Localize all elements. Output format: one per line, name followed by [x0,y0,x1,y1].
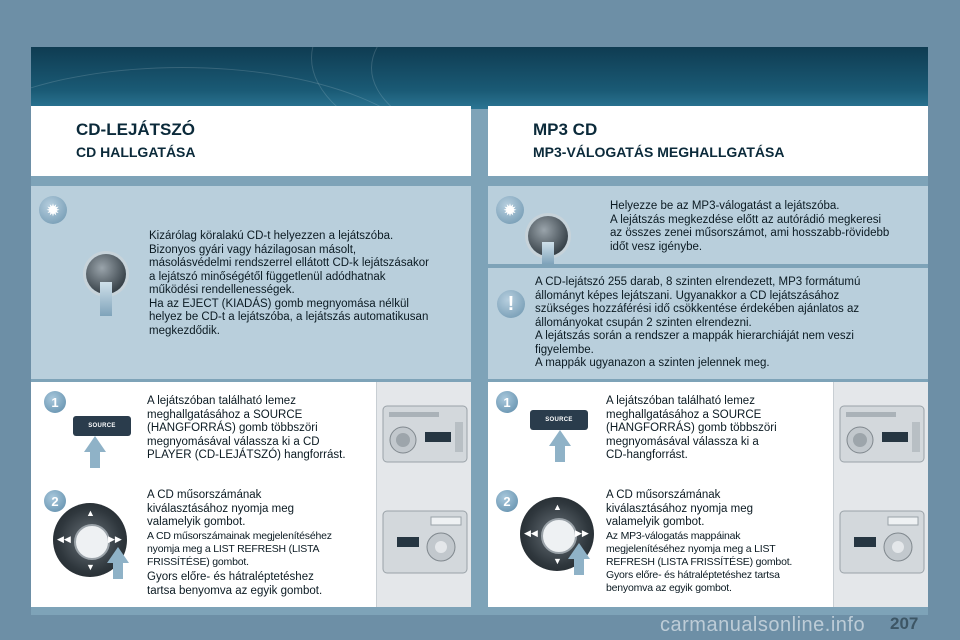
arrow-up-icon [100,282,112,316]
arrow-up-stem [90,450,100,468]
right-step-1-text: A lejátszóban található lemez meghallgatásához a SOURCE (HANGFORRÁS) gomb többszöri megnyomásával válassza ki a CD-hangforrást. [606,395,777,461]
left-step-2 [31,481,471,607]
right-info-text: Helyezze be az MP3-válogatást a lejátszóba. A lejátszás megkezdése előtt az autórádió megkeresi az összes zenei műsorszámot, ami hosszabb-rövidebb időt vesz igénybe. [610,200,890,253]
left-step-2-text: A CD műsorszámának kiválasztásához nyomja meg valamelyik gombot. [147,489,295,528]
radio-unit-image [376,382,471,486]
direction-pad-icon: ▲ ▼ ◀◀ ▶▶ [53,503,127,577]
step-number-badge: 1 [496,391,518,413]
left-step-1 [31,382,471,486]
header-banner [31,47,928,109]
radio-unit-image [833,481,928,607]
left-info-text: Kizárólag köralakú CD-t helyezzen a lejátszóba. Bizonyos gyári vagy házilagosan másolt, másolásvédelmi rendszerrel ellátott CD-k lejátszásakor a lejátszó minőségétől függetlenül adódhatnak működési rendellenességek. Ha az EJECT (KIADÁS) gomb megnyomása nélkül helyez be CD-t a lejátszóba, a lejátszás automatikusan megkezdődik. [149,230,429,337]
left-info-panel [31,186,471,379]
left-step-2-text-seek: Gyors előre- és hátraléptetéshez tartsa benyomva az egyik gombot. [147,571,323,597]
step-number-badge: 2 [496,490,518,512]
step-number-badge: 2 [44,490,66,512]
tip-sun-icon: ✹ [496,196,524,224]
arrow-up-icon [549,430,571,446]
step-number-badge: 1 [44,391,66,413]
tip-sun-icon: ✹ [39,196,67,224]
radio-unit-image [376,481,471,607]
arrow-up-icon [84,436,106,452]
right-step-2 [488,481,928,607]
arrow-up-icon [568,543,590,559]
right-warning-text: A CD-lejátszó 255 darab, 8 szinten elrendezett, MP3 formátumú állományt képes lejátszani. Ugyanakkor a CD lejátszásához szükséges hozzáférési idő csökkentése érdekében ajánlatos az állományokat csupán 2 szinten elrendezni. A lejátszás során a rendszer a mappák hierarchiáját nem veszi figyelembe. A mappák ugyanazon a szinten jelennek meg. [535,276,861,369]
right-info-panel [488,186,928,264]
source-button: SOURCE [530,410,588,430]
right-step-2-text: A CD műsorszámának kiválasztásához nyomja meg valamelyik gombot. [606,489,754,528]
right-title: MP3 CD [533,120,598,139]
page-number: 207 [890,614,919,633]
right-title-card [488,106,928,176]
right-step-1 [488,382,928,486]
direction-pad-icon: ▲ ▼ ◀◀ ▶▶ [520,497,594,571]
arrow-up-stem [574,557,584,575]
arrow-up-stem [555,444,565,462]
radio-unit-image [833,382,928,486]
arrow-up-icon [542,242,554,264]
right-warning-panel [488,268,928,379]
warning-exclamation-icon: ! [497,290,525,318]
arrow-up-icon [107,547,129,563]
left-title: CD-LEJÁTSZÓ [76,120,195,139]
watermark: carmanualsonline.info [660,614,866,636]
left-title-card [31,106,471,176]
right-step-2-text-list: Az MP3-válogatás mappáinak megjelenítéséhez nyomja meg a LIST REFRESH (LISTA FRISSÍTÉSE) gombot. Gyors előre- és hátraléptetéshez tartsa benyomva az egyik gombot. [606,530,793,594]
source-button: SOURCE [73,416,131,436]
left-step-2-text-list: A CD műsorszámainak megjelenítéséhez nyomja meg a LIST REFRESH (LISTA FRISSÍTÉSE) gombot. [147,530,332,568]
left-subtitle: CD HALLGATÁSA [76,144,196,160]
arrow-up-stem [113,561,123,579]
right-subtitle: MP3-VÁLOGATÁS MEGHALLGATÁSA [533,144,785,160]
left-step-1-text: A lejátszóban található lemez meghallgatásához a SOURCE (HANGFORRÁS) gomb többszöri megnyomásával válassza ki a CD PLAYER (CD-LEJÁTSZÓ) hangforrást. [147,395,346,461]
